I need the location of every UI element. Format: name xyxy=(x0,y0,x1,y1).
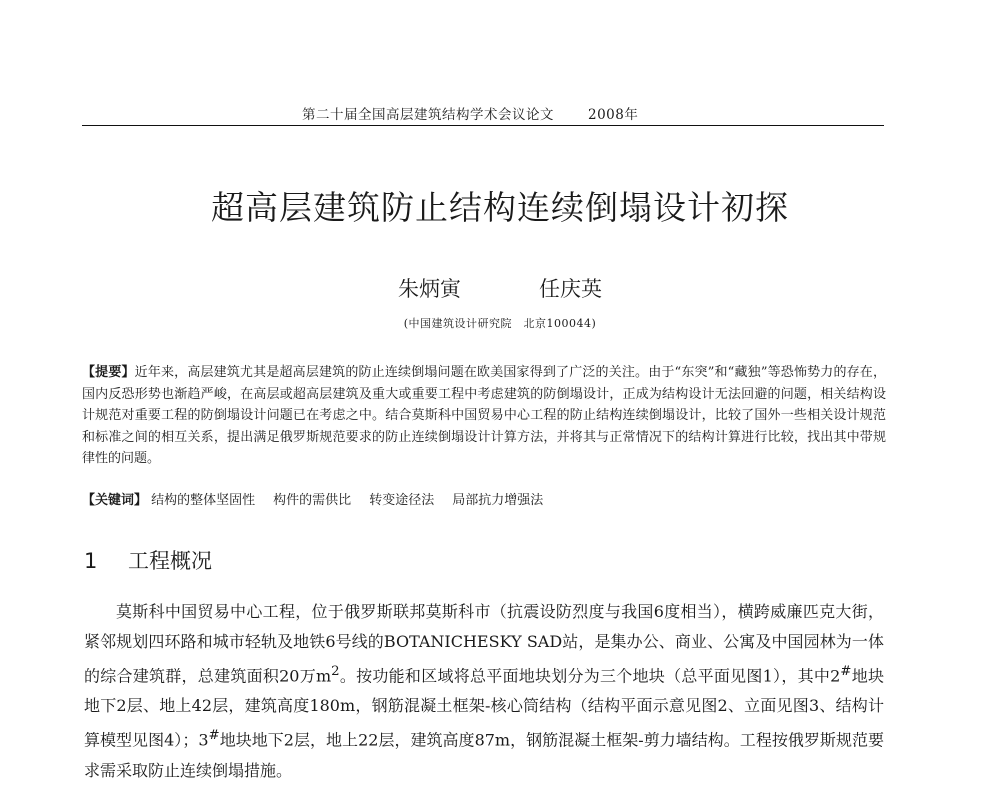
abstract-text: 近年来，高层建筑尤其是超高层建筑的防止连续倒塌问题在欧美国家得到了广泛的关注。由于“东突”和“藏独”等恐怖势力的存在，国内反恐形势也渐趋严峻，在高层或超高层建筑及重大或重要工程中考虑建筑的防倒塌设计，正成为结构设计无法回避的问题，相关结构设计规范对重要工程的防倒塌设计问题已在考虑之中。结合莫斯科中国贸易中心工程的防止结构连续倒塌设计，比较了国外一些相关设计规范和标准之间的相互关系，提出满足俄罗斯规范要求的防止连续倒塌设计计算方法，并将其与正常情况下的结构计算进行比较，找出其中带规律性的问题。 xyxy=(82,365,886,467)
affiliation: (中国建筑设计研究院 北京100044) xyxy=(403,317,597,330)
conference-name: 第二十届全国高层建筑结构学术会议论文 xyxy=(302,107,554,123)
keyword: 转变途径法 xyxy=(369,493,435,508)
running-header xyxy=(302,103,638,123)
header-rule xyxy=(82,125,884,126)
keywords-label: 【关键词】 xyxy=(82,493,148,508)
keyword: 局部抗力增强法 xyxy=(452,493,544,508)
paragraph-text-2: 。按功能和区域将总平面地块划分为三个地块（总平面见图1），其中2 xyxy=(339,666,841,686)
keyword: 构件的需供比 xyxy=(273,493,352,508)
keywords xyxy=(82,490,886,511)
keyword: 结构的整体坚固性 xyxy=(151,493,256,508)
abstract-label: 【提要】 xyxy=(82,365,135,380)
abstract xyxy=(82,362,886,470)
paragraph-text-4: 地块地下2层，地上22层，建筑高度87m，钢筋混凝土框架-剪力墙结构。工程按俄罗斯规范要求需采取防止连续倒塌措施。 xyxy=(84,730,884,780)
section-title: 工程概况 xyxy=(128,549,212,573)
header-year: 2008年 xyxy=(588,107,639,123)
author-1: 朱炳寅 xyxy=(398,277,461,301)
authors xyxy=(0,276,1000,302)
paper-title: 超高层建筑防止结构连续倒塌设计初探 xyxy=(211,188,789,227)
paragraph-text-1: 莫斯科中国贸易中心工程，位于俄罗斯联邦莫斯科市（抗震设防烈度与我国6度相当），横跨威廉匹克大街，紧邻规划四环路和城市轻轨及地铁6号线的BOTANICHESKY SAD站，是集办公、商业、公寓及中国园林为一体的综合建筑群，总建筑面积20万m xyxy=(84,602,884,686)
section-paragraph xyxy=(84,597,884,786)
paragraph-text-3: 地块地下2层、地上42层，建筑高度180m，钢筋混凝土框架-核心筒结构（结构平面示意见图2、立面见图3、结构计算模型见图4）；3 xyxy=(84,666,884,750)
author-2: 任庆英 xyxy=(539,277,602,301)
section-heading xyxy=(84,548,212,574)
superscript-hash-1: # xyxy=(840,664,852,679)
superscript-2: 2 xyxy=(331,664,340,679)
section-number: 1 xyxy=(84,549,98,573)
superscript-hash-2: # xyxy=(208,728,220,744)
